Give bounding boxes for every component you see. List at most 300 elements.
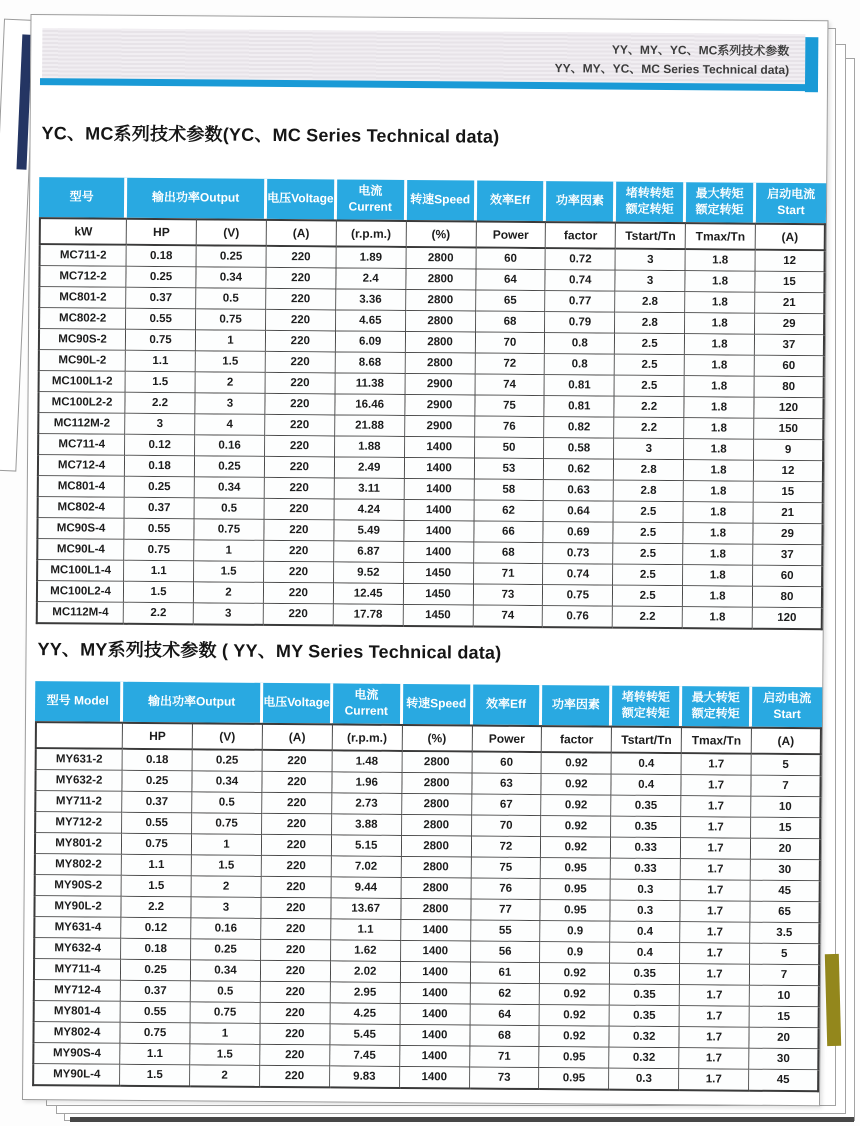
value-cell: 1.7: [681, 859, 751, 881]
value-cell: 0.75: [124, 540, 194, 562]
value-cell: 0.25: [197, 246, 267, 268]
value-cell: 0.82: [545, 417, 615, 439]
model-cell: MY631-4: [33, 917, 121, 939]
value-cell: 3: [125, 414, 195, 436]
value-cell: 74: [475, 375, 545, 397]
value-cell: 0.4: [611, 922, 681, 944]
value-cell: 2800: [401, 878, 471, 900]
value-cell: 6.09: [336, 331, 406, 353]
column-group-header: 电流Current: [333, 683, 403, 724]
value-cell: 0.75: [543, 585, 613, 607]
value-cell: 0.69: [544, 522, 614, 544]
value-cell: 220: [265, 436, 335, 458]
value-cell: 0.18: [123, 750, 193, 772]
yy-my-spec-table: [32, 681, 822, 1092]
page-header-banner: [42, 28, 805, 84]
value-cell: 1.89: [336, 247, 406, 269]
column-group-header: 电流Current: [337, 179, 407, 220]
value-cell: 2: [194, 582, 264, 604]
value-cell: 1.8: [684, 523, 754, 545]
value-cell: 7.02: [332, 856, 402, 878]
value-cell: 1.7: [680, 1027, 750, 1049]
value-cell: 1400: [404, 479, 474, 501]
column-subheader: (r.p.m.): [333, 723, 403, 752]
value-cell: 220: [266, 247, 336, 269]
column-subheader: (A): [267, 219, 337, 248]
value-cell: 0.25: [121, 960, 191, 982]
value-cell: 220: [265, 457, 335, 479]
value-cell: 0.58: [544, 438, 614, 460]
value-cell: 2800: [406, 332, 476, 354]
value-cell: 1.8: [685, 397, 755, 419]
value-cell: 1.7: [680, 964, 750, 986]
value-cell: 3.5: [750, 923, 820, 945]
value-cell: 0.25: [193, 750, 263, 772]
model-cell: MY90L-4: [32, 1064, 120, 1087]
value-cell: 5: [750, 944, 820, 966]
value-cell: 10: [750, 986, 820, 1008]
value-cell: 71: [470, 1047, 540, 1069]
value-cell: 2800: [402, 752, 472, 774]
value-cell: 70: [475, 333, 545, 355]
value-cell: 2.2: [124, 603, 194, 626]
value-cell: 2.5: [613, 586, 683, 608]
value-cell: 0.95: [541, 900, 611, 922]
value-cell: 7: [751, 776, 821, 798]
value-cell: 1.48: [332, 751, 402, 773]
section-title-yc-mc: YC、MC系列技术参数(YC、MC Series Technical data): [41, 123, 500, 147]
column-subheader: Power: [472, 725, 542, 754]
value-cell: 15: [750, 1007, 820, 1029]
value-cell: 1.5: [120, 1065, 190, 1088]
value-cell: 68: [476, 312, 546, 334]
value-cell: 1.7: [681, 880, 751, 902]
column-subheader: (V): [193, 722, 263, 751]
value-cell: 1.7: [680, 985, 750, 1007]
value-cell: 220: [261, 877, 331, 899]
value-cell: 1400: [400, 983, 470, 1005]
value-cell: 9.52: [334, 562, 404, 584]
model-cell: MC711-2: [39, 245, 127, 267]
value-cell: 2.8: [614, 460, 684, 482]
value-cell: 220: [264, 499, 334, 521]
column-subheader: (A): [756, 223, 826, 252]
value-cell: 8.68: [335, 352, 405, 374]
model-cell: MY632-4: [33, 938, 121, 960]
value-cell: 2.2: [614, 418, 684, 440]
column-subheader: (A): [263, 723, 333, 752]
value-cell: 1400: [401, 941, 471, 963]
value-cell: 2800: [402, 794, 472, 816]
value-cell: 4.24: [334, 499, 404, 521]
column-subheader: HP: [123, 722, 193, 751]
value-cell: 220: [260, 1003, 330, 1025]
value-cell: 2.5: [613, 544, 683, 566]
model-cell: MC100L1-4: [36, 560, 124, 582]
value-cell: 1.1: [331, 919, 401, 941]
value-cell: 68: [474, 543, 544, 565]
value-cell: 0.37: [125, 498, 195, 520]
value-cell: 2.5: [613, 565, 683, 587]
value-cell: 1.5: [124, 582, 194, 604]
column-subheader: HP: [127, 218, 197, 247]
value-cell: 220: [262, 751, 332, 773]
value-cell: 73: [470, 1068, 540, 1091]
value-cell: 2.5: [615, 334, 685, 356]
value-cell: 1.7: [681, 901, 751, 923]
value-cell: 0.92: [542, 774, 612, 796]
value-cell: 0.74: [546, 270, 616, 292]
column-group-header: 电压Voltage: [263, 683, 333, 724]
value-cell: 0.75: [122, 834, 192, 856]
value-cell: 1.8: [686, 250, 756, 272]
value-cell: 1.1: [124, 561, 194, 583]
value-cell: 150: [754, 419, 824, 441]
value-cell: 220: [260, 1066, 330, 1089]
value-cell: 1450: [404, 584, 474, 606]
value-cell: 1.5: [194, 561, 264, 583]
value-cell: 0.55: [121, 1002, 191, 1024]
value-cell: 0.75: [196, 309, 266, 331]
value-cell: 0.81: [545, 375, 615, 397]
value-cell: 64: [470, 1005, 540, 1027]
value-cell: 0.37: [126, 288, 196, 310]
column-subheader: factor: [542, 725, 612, 754]
value-cell: 11.38: [335, 373, 405, 395]
value-cell: 1.7: [681, 817, 751, 839]
model-cell: MY90S-2: [34, 875, 122, 897]
value-cell: 0.75: [194, 519, 264, 541]
value-cell: 1.8: [685, 313, 755, 335]
value-cell: 220: [262, 772, 332, 794]
value-cell: 1.8: [683, 544, 753, 566]
page-stack-bottom-edge: [70, 1117, 854, 1122]
value-cell: 77: [471, 900, 541, 922]
value-cell: 10: [751, 797, 821, 819]
value-cell: 1.7: [679, 1069, 749, 1092]
value-cell: 1: [194, 540, 264, 562]
value-cell: 0.55: [125, 519, 195, 541]
value-cell: 0.32: [610, 1027, 680, 1049]
value-cell: 0.72: [546, 249, 616, 271]
value-cell: 80: [753, 587, 823, 609]
model-cell: MY801-2: [34, 833, 122, 855]
value-cell: 1.8: [685, 334, 755, 356]
value-cell: 0.77: [546, 291, 616, 313]
value-cell: 61: [470, 963, 540, 985]
value-cell: 3: [616, 271, 686, 293]
value-cell: 1.7: [682, 775, 752, 797]
value-cell: 2: [196, 372, 266, 394]
model-cell: MC90S-2: [38, 329, 126, 351]
column-group-header: 堵转转矩 额定转矩: [616, 182, 686, 223]
value-cell: 220: [264, 583, 334, 605]
value-cell: 3: [191, 897, 261, 919]
value-cell: 220: [261, 919, 331, 941]
value-cell: 1: [196, 330, 266, 352]
value-cell: 3.88: [332, 814, 402, 836]
value-cell: 2800: [401, 899, 471, 921]
value-cell: 6.87: [334, 541, 404, 563]
value-cell: 71: [474, 564, 544, 586]
catalog-page: [22, 14, 829, 1106]
value-cell: 1.8: [683, 586, 753, 608]
column-group-header: 启动电流 Start: [752, 687, 822, 728]
value-cell: 0.92: [540, 984, 610, 1006]
value-cell: 80: [755, 377, 825, 399]
value-cell: 74: [473, 606, 543, 629]
value-cell: 0.4: [612, 754, 682, 776]
value-cell: 0.95: [540, 1047, 610, 1069]
column-group-header: 功率因素: [542, 685, 612, 726]
value-cell: 1.96: [332, 772, 402, 794]
value-cell: 1.7: [682, 754, 752, 776]
column-group-header: 堵转转矩 额定转矩: [612, 686, 682, 727]
value-cell: 1.5: [126, 372, 196, 394]
value-cell: 0.16: [195, 435, 265, 457]
value-cell: 2800: [402, 815, 472, 837]
value-cell: 45: [751, 881, 821, 903]
value-cell: 0.79: [545, 312, 615, 334]
value-cell: 0.25: [125, 477, 195, 499]
value-cell: 1.1: [126, 351, 196, 373]
model-cell: MY712-4: [33, 980, 121, 1002]
value-cell: 1.8: [685, 355, 755, 377]
value-cell: 30: [749, 1049, 819, 1071]
value-cell: 1.5: [196, 351, 266, 373]
value-cell: 1.7: [681, 796, 751, 818]
value-cell: 75: [475, 396, 545, 418]
value-cell: 9.44: [331, 877, 401, 899]
value-cell: 0.9: [541, 921, 611, 943]
value-cell: 15: [751, 818, 821, 840]
value-cell: 220: [265, 478, 335, 500]
model-cell: MY631-2: [35, 749, 123, 771]
value-cell: 55: [471, 921, 541, 943]
value-cell: 75: [471, 858, 541, 880]
value-cell: 0.18: [125, 456, 195, 478]
value-cell: 1.7: [681, 838, 751, 860]
value-cell: 220: [260, 1045, 330, 1067]
model-cell: MY90L-2: [33, 896, 121, 918]
column-group-header: 转速Speed: [407, 180, 477, 221]
value-cell: 0.35: [610, 985, 680, 1007]
model-cell: MC711-4: [37, 434, 125, 456]
value-cell: 0.34: [191, 960, 261, 982]
value-cell: 0.37: [122, 792, 192, 814]
value-cell: 0.9: [540, 942, 610, 964]
value-cell: 0.25: [191, 939, 261, 961]
value-cell: 3: [614, 439, 684, 461]
value-cell: 3.36: [336, 289, 406, 311]
value-cell: 1.8: [683, 607, 753, 630]
value-cell: 1400: [404, 521, 474, 543]
value-cell: 2.5: [614, 502, 684, 524]
value-cell: 3.11: [334, 478, 404, 500]
value-cell: 1.8: [685, 376, 755, 398]
value-cell: 2: [190, 1065, 260, 1088]
value-cell: 1400: [405, 437, 475, 459]
value-cell: 0.37: [121, 981, 191, 1003]
value-cell: 2.02: [331, 961, 401, 983]
model-cell: MC100L2-4: [36, 581, 124, 603]
model-cell: MC90S-4: [36, 518, 124, 540]
value-cell: 220: [266, 331, 336, 353]
value-cell: 72: [471, 837, 541, 859]
value-cell: 3: [194, 603, 264, 626]
value-cell: 1.7: [680, 943, 750, 965]
value-cell: 1.8: [684, 481, 754, 503]
value-cell: 2800: [405, 353, 475, 375]
value-cell: 0.12: [125, 435, 195, 457]
value-cell: 7: [750, 965, 820, 987]
value-cell: 65: [476, 291, 546, 313]
yc-mc-spec-table: [36, 177, 826, 630]
value-cell: 1.1: [122, 855, 192, 877]
value-cell: 0.55: [126, 309, 196, 331]
value-cell: 62: [474, 501, 544, 523]
value-cell: 20: [749, 1028, 819, 1050]
value-cell: 63: [472, 774, 542, 796]
value-cell: 1: [190, 1023, 260, 1045]
column-subheader: (%): [402, 724, 472, 753]
column-subheader: [35, 721, 123, 750]
value-cell: 0.34: [196, 267, 266, 289]
value-cell: 2800: [402, 836, 472, 858]
value-cell: 2: [192, 876, 262, 898]
value-cell: 9: [754, 440, 824, 462]
value-cell: 1450: [404, 563, 474, 585]
value-cell: 12.45: [334, 583, 404, 605]
value-cell: 2800: [406, 248, 476, 270]
value-cell: 70: [472, 816, 542, 838]
value-cell: 21.88: [335, 415, 405, 437]
model-cell: MC712-2: [38, 266, 126, 288]
value-cell: 0.33: [611, 838, 681, 860]
model-cell: MC112M-2: [37, 413, 125, 435]
value-cell: 1.8: [684, 439, 754, 461]
value-cell: 15: [754, 482, 824, 504]
model-cell: MC712-4: [37, 455, 125, 477]
value-cell: 1.88: [335, 436, 405, 458]
value-cell: 2.2: [613, 607, 683, 630]
value-cell: 12: [756, 251, 826, 273]
value-cell: 1400: [401, 920, 471, 942]
value-cell: 2.8: [614, 481, 684, 503]
table-head: [35, 681, 823, 755]
value-cell: 220: [261, 982, 331, 1004]
value-cell: 21: [754, 503, 824, 525]
value-cell: 1400: [401, 962, 471, 984]
value-cell: 21: [755, 293, 825, 315]
value-cell: 0.4: [612, 775, 682, 797]
value-cell: 13.67: [331, 898, 401, 920]
value-cell: 2800: [406, 290, 476, 312]
column-subheader: Tstart/Tn: [612, 726, 682, 755]
value-cell: 1.8: [684, 502, 754, 524]
column-group-header: 效率Eff: [472, 685, 542, 726]
value-cell: 0.18: [127, 246, 197, 268]
model-cell: MC801-2: [38, 287, 126, 309]
column-subheader: Power: [476, 221, 546, 250]
value-cell: 220: [265, 415, 335, 437]
table-group-header-row: [35, 681, 822, 727]
value-cell: 220: [260, 1024, 330, 1046]
value-cell: 5.49: [334, 520, 404, 542]
value-cell: 2800: [402, 773, 472, 795]
column-subheader: (A): [752, 727, 822, 756]
value-cell: 1.7: [680, 922, 750, 944]
value-cell: 7.45: [330, 1045, 400, 1067]
value-cell: 2.73: [332, 793, 402, 815]
value-cell: 1.8: [684, 460, 754, 482]
value-cell: 1400: [400, 1067, 470, 1090]
value-cell: 2800: [406, 269, 476, 291]
value-cell: 0.92: [540, 1026, 610, 1048]
value-cell: 2.4: [336, 268, 406, 290]
value-cell: 1400: [404, 500, 474, 522]
value-cell: 120: [754, 398, 824, 420]
banner-accent-bar: [40, 78, 818, 91]
value-cell: 0.33: [611, 859, 681, 881]
column-subheader: factor: [546, 221, 616, 250]
value-cell: 53: [474, 459, 544, 481]
value-cell: 220: [262, 814, 332, 836]
value-cell: 67: [472, 795, 542, 817]
value-cell: 76: [471, 879, 541, 901]
value-cell: 30: [751, 860, 821, 882]
value-cell: 220: [265, 373, 335, 395]
value-cell: 0.74: [543, 564, 613, 586]
table-body: [36, 245, 826, 630]
value-cell: 0.92: [541, 837, 611, 859]
value-cell: 0.92: [540, 1005, 610, 1027]
value-cell: 220: [266, 268, 336, 290]
banner-title-en: YY、MY、YC、MC Series Technical data): [554, 60, 790, 77]
value-cell: 3: [616, 250, 686, 272]
value-cell: 0.3: [609, 1069, 679, 1092]
value-cell: 0.25: [123, 771, 193, 793]
value-cell: 2800: [406, 311, 476, 333]
column-subheader: kW: [39, 217, 127, 246]
value-cell: 5.45: [330, 1024, 400, 1046]
value-cell: 120: [753, 608, 823, 631]
value-cell: 5.15: [332, 835, 402, 857]
value-cell: 0.35: [610, 964, 680, 986]
column-subheader: Tmax/Tn: [686, 222, 756, 251]
value-cell: 220: [266, 289, 336, 311]
column-group-header: 输出功率Output: [123, 682, 263, 723]
model-cell: MY711-2: [34, 791, 122, 813]
value-cell: 1.8: [685, 292, 755, 314]
value-cell: 0.34: [192, 771, 262, 793]
model-cell: MY711-4: [33, 959, 121, 981]
column-group-header: 型号 Model: [35, 681, 123, 722]
value-cell: 29: [753, 524, 823, 546]
value-cell: 1.62: [331, 940, 401, 962]
value-cell: 0.34: [195, 477, 265, 499]
value-cell: 0.25: [127, 267, 197, 289]
value-cell: 0.95: [541, 858, 611, 880]
value-cell: 0.5: [195, 498, 265, 520]
value-cell: 0.3: [611, 901, 681, 923]
value-cell: 4.65: [336, 310, 406, 332]
value-cell: 0.75: [121, 1023, 191, 1045]
value-cell: 2900: [405, 374, 475, 396]
value-cell: 15: [755, 272, 825, 294]
column-subheader: (r.p.m.): [336, 219, 406, 248]
column-subheader: Tmax/Tn: [682, 726, 752, 755]
